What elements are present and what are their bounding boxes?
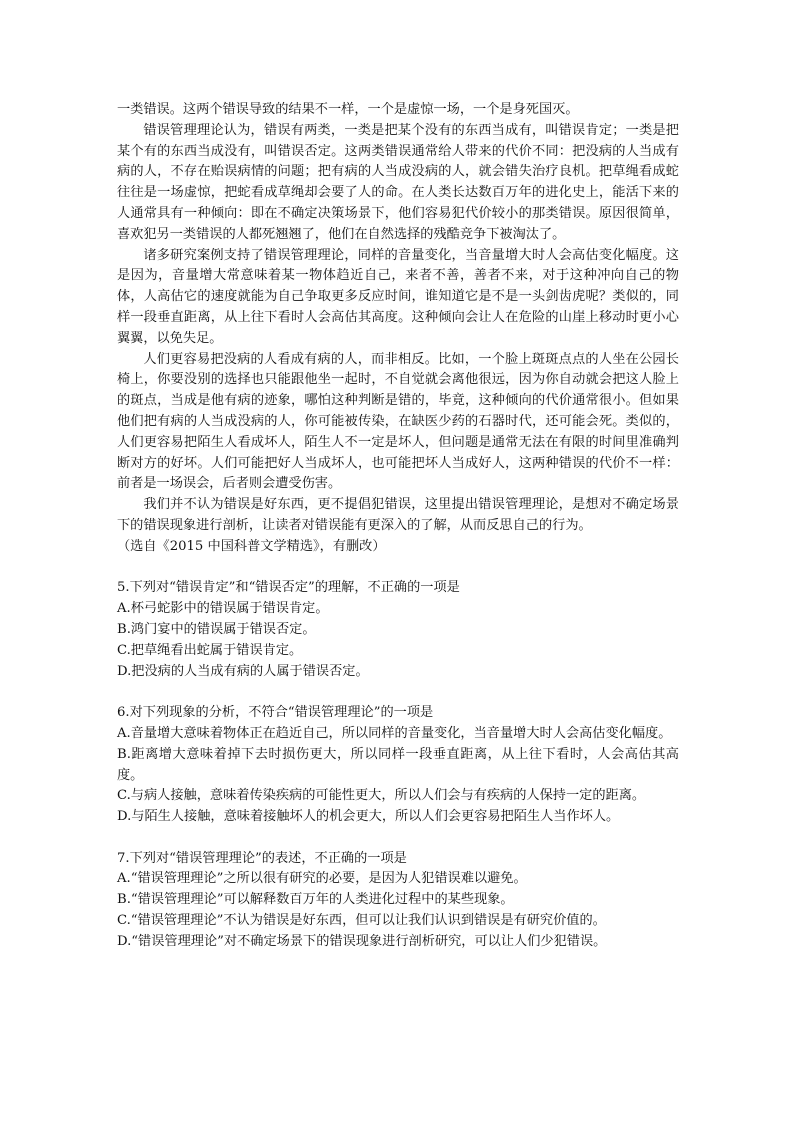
- question-stem: 5.下列对“错误肯定”和“错误否定”的理解，不正确的一项是: [117, 580, 460, 596]
- spacer: [117, 828, 679, 849]
- spacer: [117, 682, 679, 703]
- option-d: D.“错误管理理论”对不确定场景下的错误现象进行剖析研究，可以让人们少犯错误。: [117, 933, 607, 949]
- option-a: A.音量增大意味着物体正在趋近自己，所以同样的音量变化，当音量增大时人会高估变化幅度。: [117, 725, 672, 741]
- passage: [117, 100, 679, 558]
- passage-paragraph-2: 错误管理理论认为，错误有两类，一类是把某个没有的东西当成有，叫错误肯定；一类是把某个有的东西当成没有，叫错误否定。这两类错误通常给人带来的代价不同：把没病的人当成有病的人，不存在贻误病情的问题；把有病的人当成没病的人，就会错失治疗良机。把草绳看成蛇往往是一场虚惊，把蛇看成草绳却会要了人的命。在人类长达数百万年的进化史上，能活下来的人通常具有一种倾向：即在不确定决策场景下，他们容易犯代价较小的那类错误。原因很简单，喜欢犯另一类错误的人都死翘翘了，他们在自然选择的残酷竞争下被淘汰了。: [117, 122, 679, 242]
- option-b: B.距离增大意味着掉下去时损伤更大，所以同样一段垂直距离，从上往下看时，人会高估其高度。: [117, 746, 679, 783]
- question-6: [117, 703, 679, 828]
- passage-paragraph-3: 诸多研究案例支持了错误管理理论，同样的音量变化，当音量增大时人会高估变化幅度。这是因为，音量增大常意味着某一物体趋近自己，来者不善，善者不来，对于这种冲向自己的物体，人高估它的速度就能为自己争取更多反应时间，谁知道它是不是一头剑齿虎呢？类似的，同样一段垂直距离，从上往下看时人会高估其高度。这种倾向会让人在危险的山崖上移动时更小心翼翼，以免失足。: [117, 247, 679, 346]
- question-5: [117, 578, 679, 682]
- option-d: D.把没病的人当成有病的人属于错误否定。: [117, 663, 369, 679]
- document-page: [117, 100, 679, 953]
- passage-paragraph-4: 人们更容易把没病的人看成有病的人，而非相反。比如，一个脸上斑斑点点的人坐在公园长椅上，你要没别的选择也只能跟他坐一起时，不自觉就会离他很远，因为你自动就会把这人脸上的斑点，当成是他有病的迹象，哪怕这种判断是错的，毕竟，这种倾向的代价通常很小。但如果他们把有病的人当成没病的人，你可能被传染，在缺医少药的石器时代，还可能会死。类似的，人们更容易把陌生人看成坏人，陌生人不一定是坏人，但问题是通常无法在有限的时间里准确判断对方的好坏。人们可能把好人当成坏人，也可能把坏人当成好人，这两种错误的代价不一样：前者是一场误会，后者则会遭受伤害。: [117, 351, 679, 492]
- option-c: C.把草绳看出蛇属于错误肯定。: [117, 642, 303, 658]
- option-c: C.与病人接触，意味着传染疾病的可能性更大，所以人们会与有疾病的人保持一定的距离。: [117, 788, 646, 804]
- spacer: [117, 558, 679, 579]
- passage-source: （选自《2015 中国科普文学精选》，有删改）: [117, 538, 386, 554]
- passage-paragraph-5: 我们并不认为错误是好东西，更不提倡犯错误，这里提出错误管理理论，是想对不确定场景下的错误现象进行剖析，让读者对错误能有更深入的了解，从而反思自己的行为。: [117, 497, 679, 533]
- option-c: C.“错误管理理论”不认为错误是好东西，但可以让我们认识到错误是有研究价值的。: [117, 913, 606, 929]
- question-stem: 6.对下列现象的分析，不符合“错误管理理论”的一项是: [117, 705, 434, 721]
- option-b: B.“错误管理理论”可以解释数百万年的人类进化过程中的某些现象。: [117, 892, 514, 908]
- option-a: A.杯弓蛇影中的错误属于错误肯定。: [117, 601, 329, 617]
- question-7: [117, 849, 679, 953]
- option-a: A.“错误管理理论”之所以很有研究的必要，是因为人犯错误难以避免。: [117, 871, 527, 887]
- option-b: B.鸿门宴中的错误属于错误否定。: [117, 621, 316, 637]
- question-stem: 7.下列对“错误管理理论”的表述，不正确的一项是: [117, 850, 407, 866]
- option-d: D.与陌生人接触，意味着接触坏人的机会更大，所以人们会更容易把陌生人当作坏人。: [117, 809, 620, 825]
- passage-paragraph-1: 一类错误。这两个错误导致的结果不一样，一个是虚惊一场，一个是身死国灭。: [117, 102, 579, 117]
